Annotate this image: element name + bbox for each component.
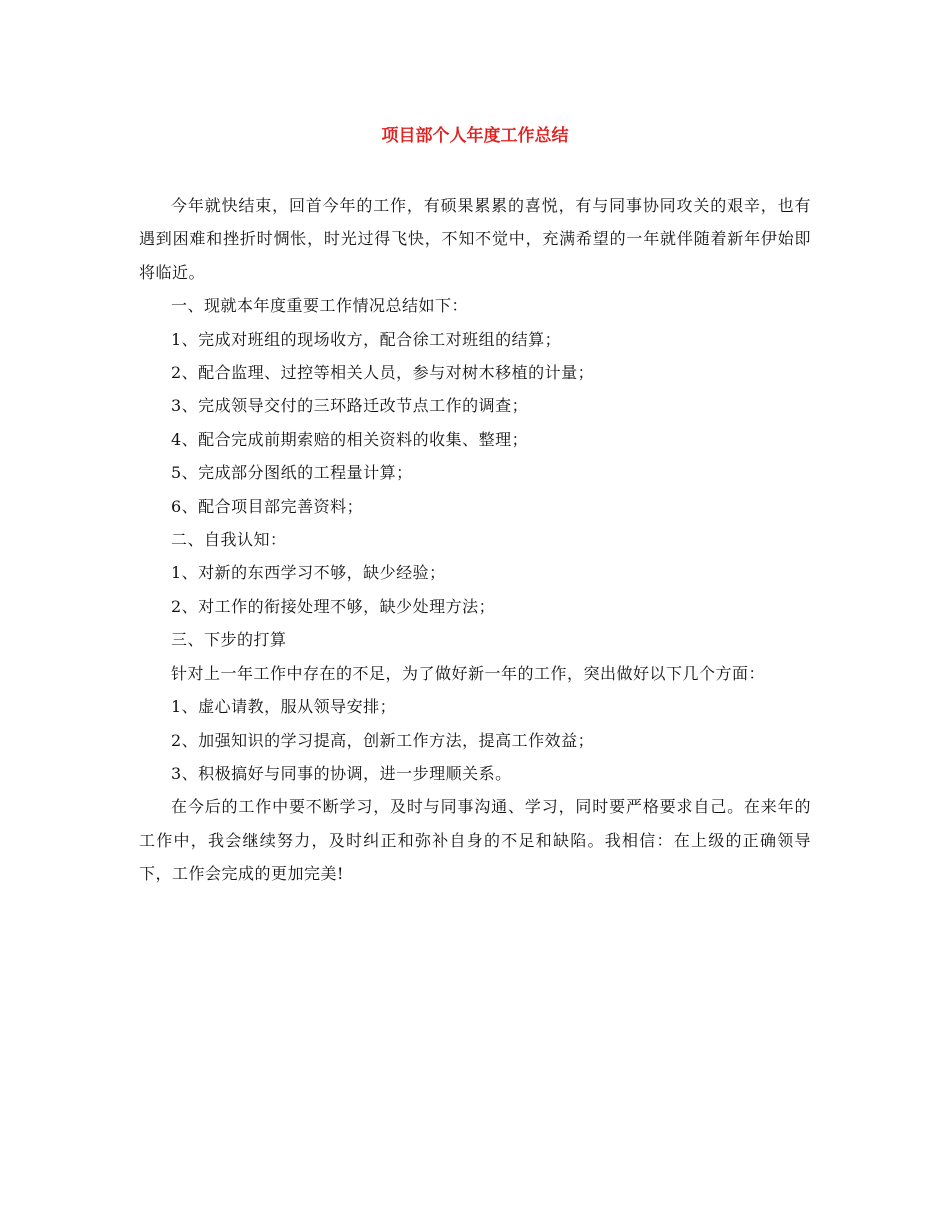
list-item: 5、完成部分图纸的工程量计算；	[171, 463, 413, 483]
section-heading-self-assessment: 二、自我认知：	[171, 530, 287, 550]
list-item: 6、配合项目部完善资料；	[171, 496, 364, 516]
list-item: 1、对新的东西学习不够，缺少经验；	[171, 563, 446, 583]
list-item: 3、完成领导交付的三环路迁改节点工作的调查；	[171, 396, 529, 416]
next-steps-intro-paragraph: 针对上一年工作中存在的不足，为了做好新一年的工作，突出做好以下几个方面：	[171, 663, 766, 683]
intro-paragraph: 今年就快结束，回首今年的工作，有硕果累累的喜悦，有与同事协同攻关的艰辛，也有遇到困难和挫折时惆怅，时光过得飞快，不知不觉中，充满希望的一年就伴随着新年伊始即将临近。	[139, 196, 811, 282]
document-body	[139, 189, 811, 891]
list-item: 2、对工作的衔接处理不够，缺少处理方法；	[171, 596, 496, 616]
list-item: 4、配合完成前期索赔的相关资料的收集、整理；	[171, 429, 529, 449]
list-item: 1、虚心请教，服从领导安排；	[171, 697, 397, 717]
list-item: 3、积极搞好与同事的协调，进一步理顺关系。	[171, 763, 512, 783]
list-item: 2、加强知识的学习提高，创新工作方法，提高工作效益；	[171, 730, 595, 750]
section-heading-next-steps: 三、下步的打算	[171, 630, 287, 650]
list-item: 1、完成对班组的现场收方，配合徐工对班组的结算；	[171, 329, 562, 349]
document-title: 项目部个人年度工作总结	[381, 126, 569, 146]
section-heading-work-summary: 一、现就本年度重要工作情况总结如下：	[171, 296, 469, 316]
closing-paragraph: 在今后的工作中要不断学习，及时与同事沟通、学习，同时要严格要求自己。在来年的工作中，我会继续努力，及时纠正和弥补自身的不足和缺陷。我相信：在上级的正确领导下，工作会完成的更加完美!	[139, 797, 811, 884]
list-item: 2、配合监理、过控等相关人员，参与对树木移植的计量；	[171, 363, 595, 383]
